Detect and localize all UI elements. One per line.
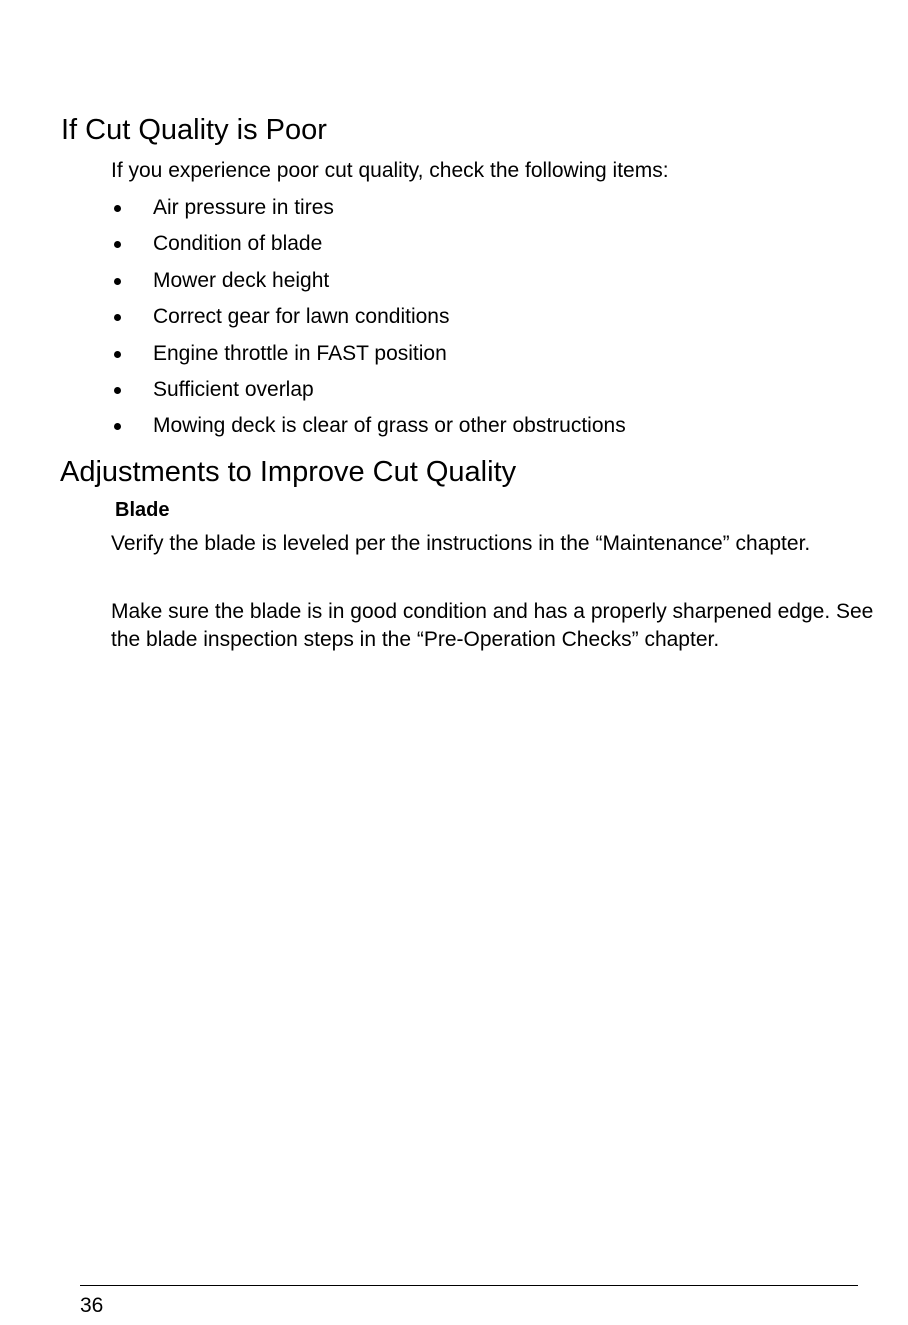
bullet-icon xyxy=(114,278,121,285)
bullet-icon xyxy=(114,314,121,321)
intro-paragraph: If you experience poor cut quality, check the following items: xyxy=(111,159,669,182)
list-item-text: Mowing deck is clear of grass or other obstructions xyxy=(153,414,626,438)
list-item-text: Correct gear for lawn conditions xyxy=(153,305,450,329)
blade-level-paragraph: Verify the blade is leveled per the instructions in the “Maintenance” chapter. xyxy=(111,532,811,555)
list-item xyxy=(111,194,626,230)
checklist xyxy=(111,194,626,449)
list-item xyxy=(111,267,626,303)
bullet-icon xyxy=(114,423,121,430)
list-item xyxy=(111,412,626,448)
bullet-icon xyxy=(114,241,121,248)
list-item xyxy=(111,376,626,412)
list-item-text: Mower deck height xyxy=(153,268,330,292)
list-item xyxy=(111,303,626,339)
bullet-icon xyxy=(114,351,121,358)
list-item-text: Condition of blade xyxy=(153,232,323,256)
list-item xyxy=(111,230,626,266)
page-number: 36 xyxy=(80,1294,104,1317)
bullet-icon xyxy=(114,205,121,212)
blade-condition-paragraph: Make sure the blade is in good condition and has a properly sharpened edge. See the blade inspection steps in the “Pre-Operation Checks” chapter. xyxy=(111,600,874,651)
list-item-text: Engine throttle in FAST position xyxy=(153,341,447,365)
list-item-text: Sufficient overlap xyxy=(153,377,314,401)
subheading-blade: Blade xyxy=(115,499,170,521)
list-item-text: Air pressure in tires xyxy=(153,196,334,219)
list-item xyxy=(111,340,626,376)
section-heading-cut-quality: If Cut Quality is Poor xyxy=(61,114,327,146)
section-heading-adjustments: Adjustments to Improve Cut Quality xyxy=(60,456,517,488)
footer-divider xyxy=(80,1285,858,1286)
bullet-icon xyxy=(114,387,121,394)
